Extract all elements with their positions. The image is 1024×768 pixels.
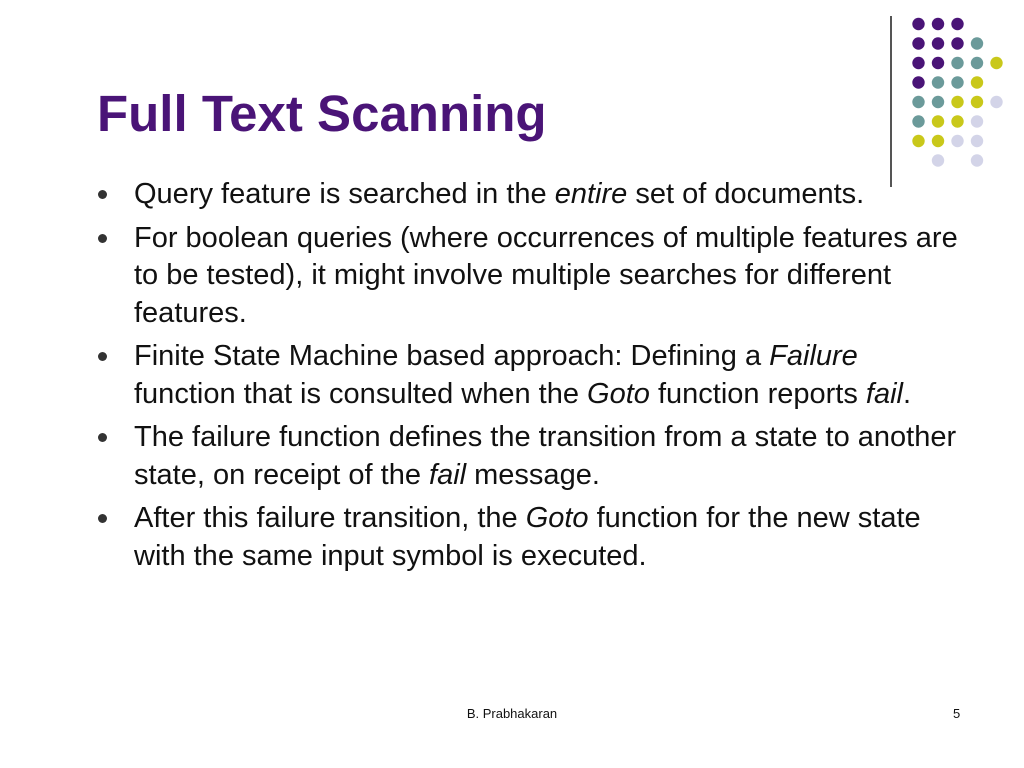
bullet-text-emphasis: Goto [587,377,650,410]
bullet-dot-icon [98,234,107,243]
title-divider-line [890,16,892,187]
page-number: 5 [953,706,961,721]
bullet-text-run: Finite State Machine based approach: Defining a [134,340,770,372]
bullet-text [134,340,911,410]
bullet-text-emphasis: Goto [525,502,589,534]
bullet-text-emphasis: Failure [769,340,858,372]
bullet-text-run: For boolean queries (where occurrences of multiple features are to be tested), it might involve multiple searches for different features. [134,221,958,329]
decorative-dot [912,18,924,30]
decorative-dot [912,76,924,88]
bullet-text-emphasis: entire [554,178,628,210]
decorative-dot [912,37,924,49]
decorative-dot [971,57,983,69]
decorative-dot [971,135,983,147]
decorative-dot [990,96,1002,108]
slide-title: Full Text Scanning [97,85,547,142]
bullet-text-run: After this failure transition, the [134,502,526,534]
bullet-dot-icon [98,352,107,361]
decorative-dot [932,76,944,88]
decorative-dot [971,76,983,88]
bullet-text [134,222,958,329]
decorative-dot [912,115,924,127]
bullet-item [96,220,966,333]
decorative-dot [990,57,1002,69]
decorative-dot [951,135,963,147]
bullet-item [96,419,966,494]
bullet-dot-icon [98,433,107,442]
bullet-text-run: function for the new state with the same input symbol is executed. [134,502,921,572]
decorative-dot [951,76,963,88]
decorative-dot [951,96,963,108]
decorative-dot [912,96,924,108]
decorative-dot [951,37,963,49]
bullet-text-run: set of documents. [627,178,865,210]
decorative-dot [912,57,924,69]
bullet-item [96,176,966,214]
bullet-item [96,500,966,575]
bullet-text-run: function reports [649,377,866,410]
decorative-dot [932,115,944,127]
decorative-dot [951,115,963,127]
bullet-text-emphasis: fail [429,458,467,491]
decorative-dot [932,154,944,166]
decorative-dot [971,115,983,127]
bullet-text-run: The failure function defines the transition from a state to another state, on receipt of the [134,421,957,491]
decorative-dot [971,37,983,49]
decorative-dot [932,18,944,30]
decorative-dot [932,57,944,69]
bullet-dot-icon [98,514,107,523]
bullet-dot-icon [98,190,107,199]
decorative-dot [951,18,963,30]
bullet-list [96,176,966,581]
bullet-text [134,421,956,491]
footer-author: B. Prabhakaran [466,706,558,721]
decorative-dot [912,135,924,147]
decorative-dot [932,135,944,147]
bullet-text [134,502,921,572]
bullet-text-run: . [902,377,912,410]
decorative-dot [932,96,944,108]
bullet-text-run: Query feature is searched in the [134,178,555,210]
decorative-dot [971,154,983,166]
decorative-dot [971,96,983,108]
bullet-item [96,338,966,413]
bullet-text-emphasis: fail [865,377,903,410]
bullet-text [134,178,864,210]
bullet-text-run: message. [466,458,600,491]
decorative-dot [951,57,963,69]
bullet-text-run: function that is consulted when the [134,377,588,410]
decorative-dot [932,37,944,49]
